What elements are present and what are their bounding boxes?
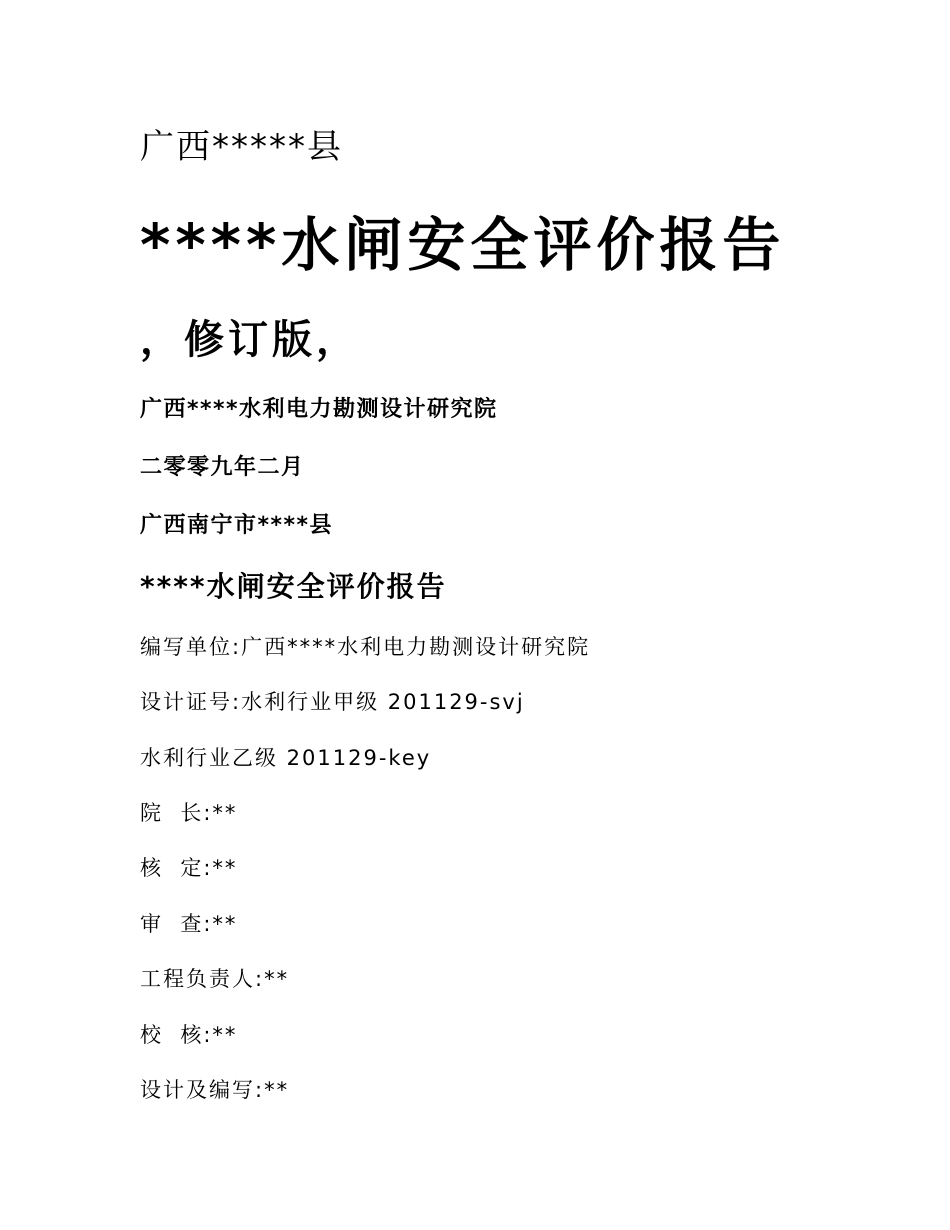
- credit-line-project-lead: 工程负责人:**: [140, 967, 290, 991]
- institute-name: 广西****水利电力勘测设计研究院: [140, 397, 498, 422]
- credit-line-designer-writer: 设计及编写:**: [140, 1078, 290, 1102]
- region-heading: 广西*****县: [140, 127, 343, 167]
- credit-line-director: 院 长:**: [140, 801, 238, 825]
- credit-line-approver: 核 定:**: [140, 856, 238, 880]
- credit-line-reviewer: 审 查:**: [140, 912, 238, 936]
- report-date: 二零零九年二月: [140, 455, 305, 480]
- credit-line-secondary-license: 水利行业乙级 201129-key: [140, 746, 432, 770]
- credit-line-author-unit: 编写单位:广西****水利电力勘测设计研究院: [140, 635, 591, 659]
- report-title: ****水闸安全评价报告: [140, 570, 447, 603]
- credit-line-design-license: 设计证号:水利行业甲级 201129-svj: [140, 690, 525, 714]
- report-location: 广西南宁市****县: [140, 513, 334, 538]
- revision-label: ，修订版，: [140, 317, 360, 363]
- credit-line-checker: 校 核:**: [140, 1023, 238, 1047]
- main-title: ****水闸安全评价报告: [140, 211, 786, 279]
